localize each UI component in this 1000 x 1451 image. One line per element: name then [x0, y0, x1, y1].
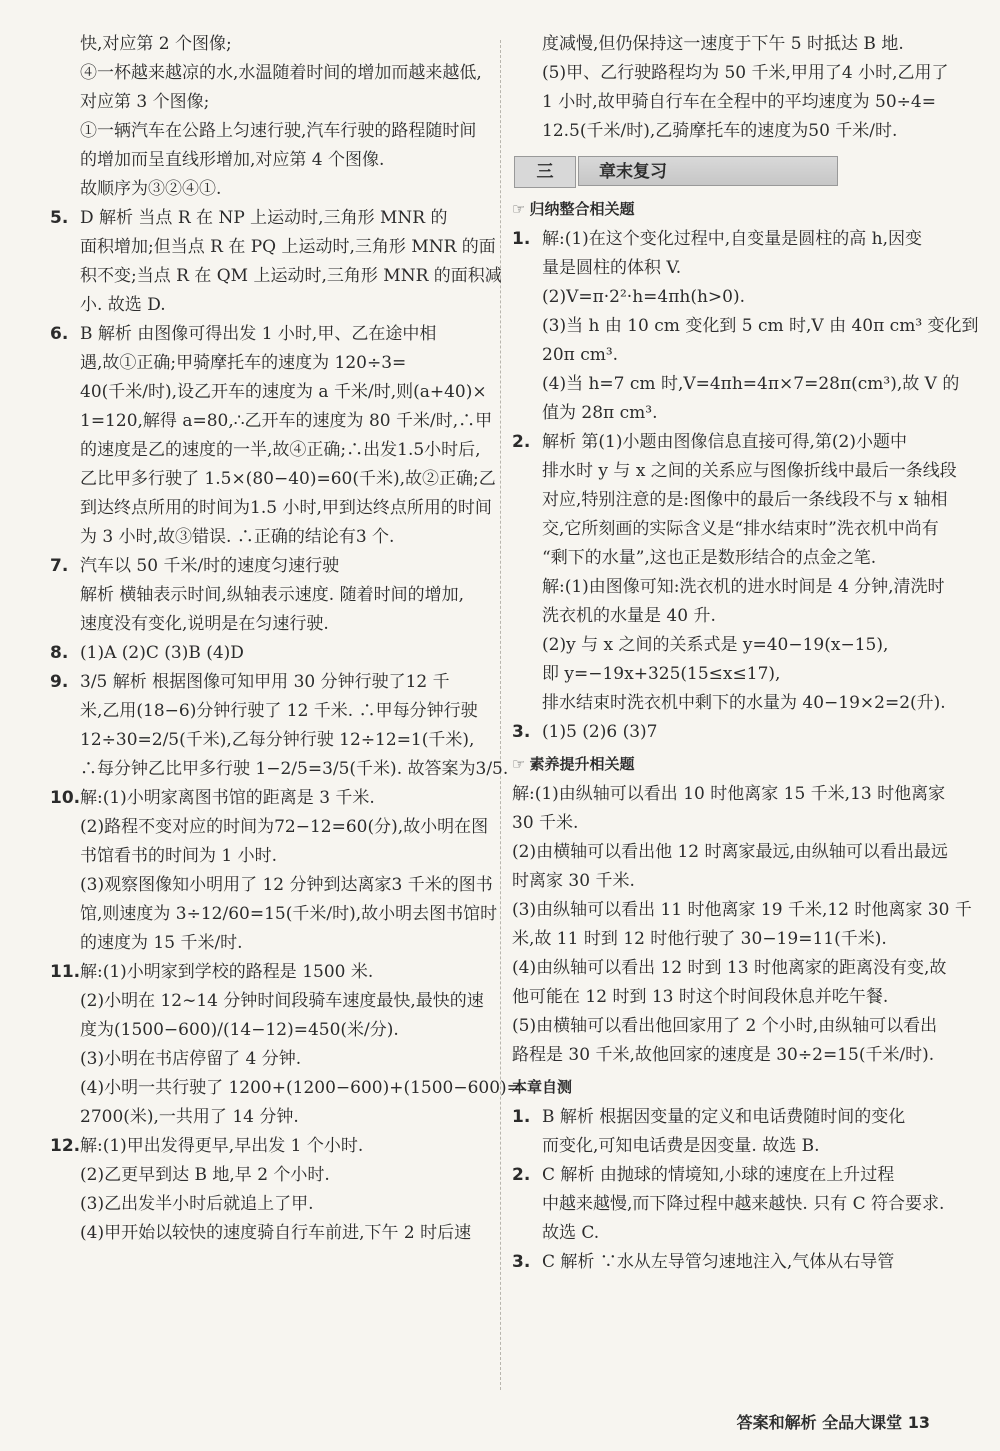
text-line	[50, 59, 495, 88]
line-text: (3)由纵轴可以看出 11 时他离家 19 千米,12 时他离家 30 千	[512, 900, 972, 920]
text-line	[50, 88, 495, 117]
right-low-block	[512, 780, 972, 1070]
text-line	[512, 867, 957, 896]
line-text: (3)乙出发半小时后就追上了甲.	[80, 1194, 314, 1214]
text-line	[512, 1248, 957, 1277]
text-line	[50, 233, 495, 262]
text-line	[512, 602, 957, 631]
text-line	[512, 689, 957, 718]
line-text: B 解析 根据因变量的定义和电话费随时间的变化	[542, 1107, 906, 1127]
text-line	[512, 660, 957, 689]
text-line	[512, 225, 957, 254]
line-text: 遇,故①正确;甲骑摩托车的速度为 120÷3=	[80, 353, 407, 373]
question-number: 3.	[512, 1252, 531, 1272]
line-text: 3/5 解析 根据图像可知甲用 30 分钟行驶了12 千	[80, 672, 450, 692]
line-text: 解:(1)甲出发得更早,早出发 1 个小时.	[80, 1136, 364, 1156]
text-line	[50, 871, 495, 900]
text-line	[512, 117, 957, 146]
line-text: ∴每分钟乙比甲多行驶 1−2/5=3/5(千米). 故答案为3/5.	[80, 759, 509, 779]
text-line	[50, 552, 495, 581]
line-text: 乙比甲多行驶了 1.5×(80−40)=60(千米),故②正确;乙	[80, 469, 496, 489]
question-number: 2.	[512, 1165, 531, 1185]
question-number: 2.	[512, 432, 531, 452]
question-number: 1.	[512, 1107, 531, 1127]
line-text: 解:(1)小明家离图书馆的距离是 3 千米.	[80, 788, 375, 808]
line-text: 故顺序为③②④①.	[80, 179, 222, 199]
line-text: 解:(1)由纵轴可以看出 10 时他离家 15 千米,13 时他离家	[512, 784, 946, 804]
section-number: 三	[514, 156, 576, 188]
text-line	[50, 1219, 495, 1248]
text-line	[512, 283, 957, 312]
line-text: 米,乙用(18−6)分钟行驶了 12 千米. ∴甲每分钟行驶	[80, 701, 478, 721]
line-text: 解析 横轴表示时间,纵轴表示速度. 随着时间的增加,	[80, 585, 465, 605]
line-text: 对应,特别注意的是:图像中的最后一条线段不与 x 轴相	[542, 490, 948, 510]
line-text: 而变化,可知电话费是因变量. 故选 B.	[542, 1136, 820, 1156]
line-text: 解:(1)小明家到学校的路程是 1500 米.	[80, 962, 374, 982]
right-end-block	[512, 1103, 957, 1277]
subsection-1	[512, 198, 957, 219]
line-text: (3)小明在书店停留了 4 分钟.	[80, 1049, 302, 1069]
line-text: 书馆看书的时间为 1 小时.	[80, 846, 278, 866]
line-text: B 解析 由图像可得出发 1 小时,甲、乙在途中相	[80, 324, 437, 344]
text-line	[512, 59, 957, 88]
text-line	[512, 1103, 957, 1132]
right-top-block	[512, 30, 957, 146]
text-line	[50, 523, 495, 552]
text-line	[512, 838, 957, 867]
text-line	[512, 896, 972, 925]
text-line	[512, 1219, 957, 1248]
text-line	[50, 436, 495, 465]
line-text: 度为(1500−600)/(14−12)=450(米/分).	[80, 1020, 399, 1040]
line-text: 1 小时,故甲骑自行车在全程中的平均速度为 50÷4=	[542, 92, 936, 112]
text-line	[50, 784, 495, 813]
line-text: (2)小明在 12∼14 分钟时间段骑车速度最快,最快的速	[80, 991, 484, 1011]
right-column	[512, 30, 979, 1277]
line-text: 量是圆柱的体积 V.	[542, 258, 682, 278]
line-text: (3)当 h 由 10 cm 变化到 5 cm 时,V 由 40π cm³ 变化到	[542, 316, 979, 336]
text-line	[50, 1190, 495, 1219]
text-line	[50, 1074, 521, 1103]
line-text: C 解析 由抛球的情境知,小球的速度在上升过程	[542, 1165, 895, 1185]
pointer-icon: ☞	[512, 755, 526, 773]
text-line	[512, 1161, 957, 1190]
line-text: (5)甲、乙行驶路程均为 50 千米,甲用了4 小时,乙用了	[542, 63, 949, 83]
line-text: (3)观察图像知小明用了 12 分钟到达离家3 千米的图书	[80, 875, 493, 895]
line-text: (2)由横轴可以看出他 12 时离家最远,由纵轴可以看出最远	[512, 842, 948, 862]
line-text: (5)由横轴可以看出他回家用了 2 个小时,由纵轴可以看出	[512, 1016, 938, 1036]
text-line	[50, 610, 495, 639]
text-line	[50, 842, 495, 871]
line-text: 的增加而呈直线形增加,对应第 4 个图像.	[80, 150, 385, 170]
text-line	[512, 1041, 957, 1070]
text-line	[50, 30, 495, 59]
line-text: 30 千米.	[512, 813, 579, 833]
line-text: 的速度为 15 千米/时.	[80, 933, 243, 953]
question-number: 1.	[512, 229, 531, 249]
line-text: 时离家 30 千米.	[512, 871, 635, 891]
line-text: 交,它所刻画的实际含义是“排水结束时”洗衣机中尚有	[542, 519, 939, 539]
line-text: (2)路程不变对应的时间为72−12=60(分),故小明在图	[80, 817, 489, 837]
text-line	[512, 718, 957, 747]
line-text: 12÷30=2/5(千米),乙每分钟行驶 12÷12=1(千米),	[80, 730, 475, 750]
text-line	[50, 494, 495, 523]
right-mid-block	[512, 225, 979, 747]
line-text: (4)甲开始以较快的速度骑自行车前进,下午 2 时后速	[80, 1223, 472, 1243]
line-text: (1)A (2)C (3)B (4)D	[80, 643, 244, 663]
column-divider	[500, 40, 501, 1390]
subsection-2-title: 素养提升相关题	[529, 755, 635, 773]
line-text: 即 y=−19x+325(15≤x≤17),	[542, 664, 781, 684]
line-text: C 解析 ∵水从左导管匀速地注入,气体从右导管	[542, 1252, 895, 1272]
line-text: “剩下的水量”,这也正是数形结合的点金之笔.	[542, 548, 877, 568]
line-text: 馆,则速度为 3÷12/60=15(千米/时),故小明去图书馆时	[80, 904, 498, 924]
line-text: 面积增加;但当点 R 在 PQ 上运动时,三角形 MNR 的面	[80, 237, 496, 257]
text-line	[50, 987, 495, 1016]
text-line	[512, 428, 957, 457]
question-number: 12.	[50, 1136, 81, 1156]
text-line	[50, 291, 495, 320]
line-text: 他可能在 12 时到 13 时这个时间段休息并吃午餐.	[512, 987, 889, 1007]
subsection-1-title: 归纳整合相关题	[529, 200, 635, 218]
line-text: 12.5(千米/时),乙骑摩托车的速度为50 千米/时.	[542, 121, 898, 141]
line-text: 2700(米),一共用了 14 分钟.	[80, 1107, 299, 1127]
subsection-2	[512, 753, 957, 774]
line-text: 汽车以 50 千米/时的速度匀速行驶	[80, 556, 340, 576]
section-title: 章末复习	[578, 156, 838, 186]
question-number: 3.	[512, 722, 531, 742]
line-text: 中越来越慢,而下降过程中越来越快. 只有 C 符合要求.	[542, 1194, 945, 1214]
line-text: 解:(1)在这个变化过程中,自变量是圆柱的高 h,因变	[542, 229, 922, 249]
text-line	[50, 349, 495, 378]
text-line	[50, 958, 495, 987]
question-number: 5.	[50, 208, 69, 228]
text-line	[512, 1190, 957, 1219]
line-text: 的速度是乙的速度的一半,故④正确;∴出发1.5小时后,	[80, 440, 481, 460]
text-line	[50, 581, 495, 610]
text-line	[512, 399, 957, 428]
question-number: 8.	[50, 643, 69, 663]
line-text: 40(千米/时),设乙开车的速度为 a 千米/时,则(a+40)×	[80, 382, 487, 402]
text-line	[512, 370, 960, 399]
text-line	[50, 175, 495, 204]
text-line	[50, 813, 495, 842]
text-line	[50, 204, 495, 233]
line-text: (4)当 h=7 cm 时,V=4πh=4π×7=28π(cm³),故 V 的	[542, 374, 960, 394]
text-line	[50, 1161, 495, 1190]
text-line	[512, 30, 957, 59]
line-text: 对应第 3 个图像;	[80, 92, 210, 112]
line-text: 路程是 30 千米,故他回家的速度是 30÷2=15(千米/时).	[512, 1045, 935, 1065]
text-line	[50, 262, 502, 291]
text-line	[512, 573, 957, 602]
text-line	[512, 457, 957, 486]
line-text: (4)小明一共行驶了 1200+(1200−600)+(1500−600)=	[80, 1078, 521, 1098]
left-column	[50, 30, 521, 1248]
text-line	[50, 1016, 495, 1045]
line-text: 洗衣机的水量是 40 升.	[542, 606, 716, 626]
text-line	[512, 1132, 957, 1161]
line-text: 速度没有变化,说明是在匀速行驶.	[80, 614, 329, 634]
text-line	[512, 983, 957, 1012]
text-line	[512, 1012, 957, 1041]
line-text: 解析 第(1)小题由图像信息直接可得,第(2)小题中	[542, 432, 907, 452]
section-header	[512, 156, 957, 188]
text-line	[50, 929, 495, 958]
line-text: 到达终点所用的时间为1.5 小时,甲到达终点所用的时间	[80, 498, 492, 518]
text-line	[50, 697, 495, 726]
line-text: ①一辆汽车在公路上匀速行驶,汽车行驶的路程随时间	[80, 121, 477, 141]
text-line	[50, 726, 495, 755]
page-footer: 答案和解析 全品大课堂 13	[736, 1413, 930, 1432]
text-line	[512, 631, 957, 660]
text-line	[512, 341, 957, 370]
question-number: 9.	[50, 672, 69, 692]
line-text: 小. 故选 D.	[80, 295, 166, 315]
text-line	[50, 1132, 495, 1161]
text-line	[50, 900, 498, 929]
question-number: 6.	[50, 324, 69, 344]
text-line	[50, 407, 495, 436]
text-line	[50, 320, 495, 349]
line-text: ④一杯越来越凉的水,水温随着时间的增加而越来越低,	[80, 63, 482, 83]
text-line	[512, 809, 957, 838]
subsection-3	[512, 1076, 957, 1097]
text-line	[512, 925, 957, 954]
text-line	[50, 465, 495, 494]
text-line	[512, 515, 957, 544]
text-line	[512, 88, 957, 117]
line-text: (2)V=π·2²·h=4πh(h>0).	[542, 287, 746, 307]
text-line	[50, 378, 495, 407]
text-line	[50, 146, 495, 175]
line-text: D 解析 当点 R 在 NP 上运动时,三角形 MNR 的	[80, 208, 448, 228]
line-text: 故选 C.	[542, 1223, 600, 1243]
text-line	[512, 486, 957, 515]
text-line	[50, 668, 495, 697]
line-text: 为 3 小时,故③错误. ∴正确的结论有3 个.	[80, 527, 395, 547]
text-line	[50, 1103, 495, 1132]
line-text: 快,对应第 2 个图像;	[80, 34, 232, 54]
line-text: (1)5 (2)6 (3)7	[542, 722, 658, 742]
text-line	[512, 954, 957, 983]
question-number: 11.	[50, 962, 81, 982]
text-line	[50, 639, 495, 668]
line-text: 米,故 11 时到 12 时他行驶了 30−19=11(千米).	[512, 929, 887, 949]
line-text: 排水结束时洗衣机中剩下的水量为 40−19×2=2(升).	[542, 693, 946, 713]
text-line	[50, 755, 509, 784]
question-number: 7.	[50, 556, 69, 576]
line-text: 积不变;当点 R 在 QM 上运动时,三角形 MNR 的面积减	[80, 266, 502, 286]
line-text: 度减慢,但仍保持这一速度于下午 5 时抵达 B 地.	[542, 34, 904, 54]
subsection-3-title: 本章自测	[512, 1078, 573, 1096]
text-line	[512, 780, 957, 809]
line-text: 1=120,解得 a=80,∴乙开车的速度为 80 千米/时,∴甲	[80, 411, 493, 431]
line-text: 排水时 y 与 x 之间的关系应与图像折线中最后一条线段	[542, 461, 957, 481]
question-number: 10.	[50, 788, 81, 808]
line-text: 解:(1)由图像可知:洗衣机的进水时间是 4 分钟,清洗时	[542, 577, 945, 597]
text-line	[512, 544, 957, 573]
text-line	[50, 1045, 495, 1074]
line-text: (2)y 与 x 之间的关系式是 y=40−19(x−15),	[542, 635, 889, 655]
line-text: 值为 28π cm³.	[542, 403, 658, 423]
text-line	[512, 312, 979, 341]
line-text: (2)乙更早到达 B 地,早 2 个小时.	[80, 1165, 330, 1185]
pointer-icon: ☞	[512, 200, 526, 218]
text-line	[50, 117, 495, 146]
text-line	[512, 254, 957, 283]
line-text: (4)由纵轴可以看出 12 时到 13 时他离家的距离没有变,故	[512, 958, 947, 978]
line-text: 20π cm³.	[542, 345, 619, 365]
